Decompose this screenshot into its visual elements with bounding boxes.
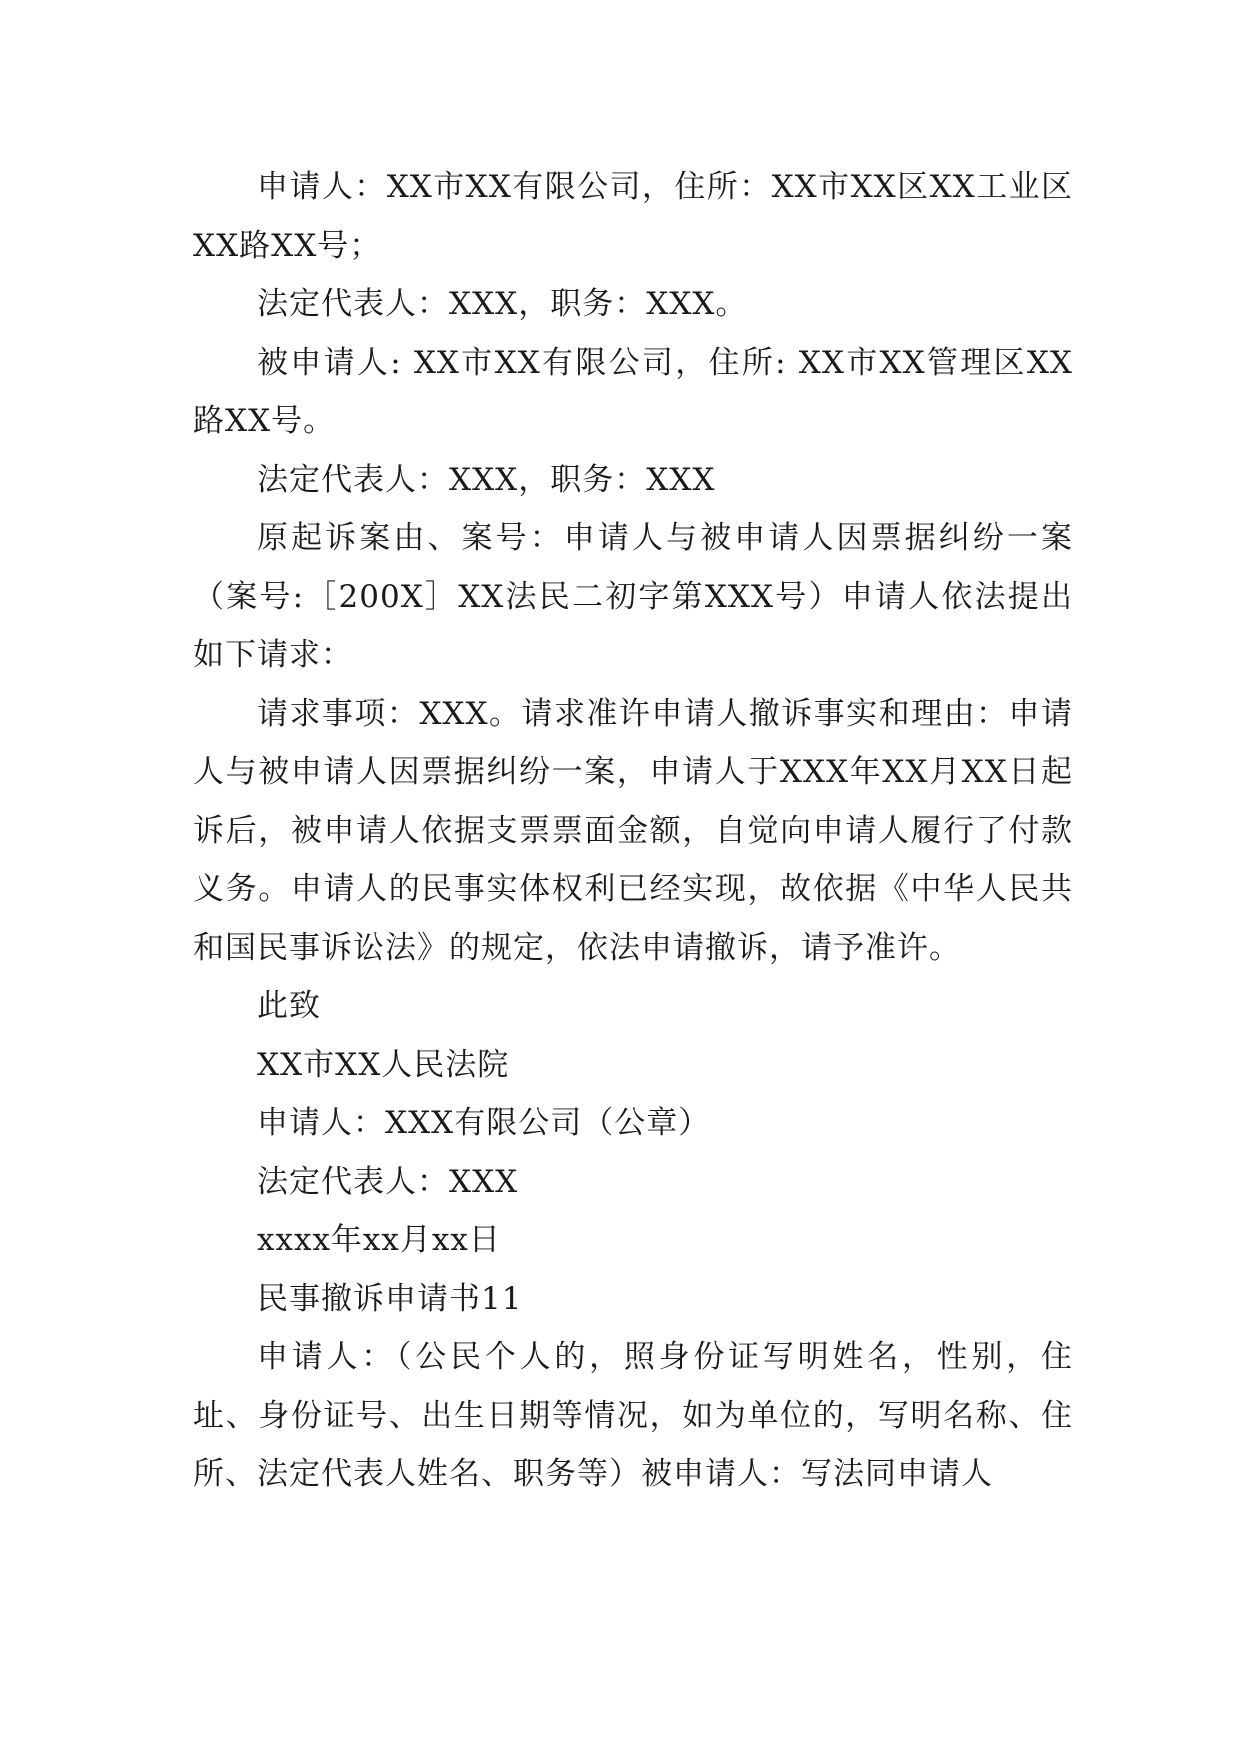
template-applicant-paragraph: 申请人：（公民个人的，照身份证写明姓名，性别，住址、身份证号、出生日期等情况，如为单位的，写明名称、住所、法定代表人姓名、职务等）被申请人：写法同申请人	[193, 1339, 1073, 1492]
respondent-representative-paragraph: 法定代表人：XXX，职务：XXX	[257, 461, 716, 498]
court-name-line: XX市XX人民法院	[257, 1046, 510, 1083]
section-title-line: 民事撤诉申请书11	[257, 1280, 523, 1317]
salutation-line: 此致	[257, 988, 321, 1024]
applicant-paragraph: 申请人：XX市XX有限公司，住所：XX市XX区XX工业区XX路XX号；	[193, 169, 1073, 264]
signature-representative-line: 法定代表人：XXX	[257, 1163, 519, 1200]
request-paragraph: 请求事项：XXX。请求准许申请人撤诉事实和理由：申请人与被申请人因票据纠纷一案，申请人于XXX年XX月XX日起诉后，被申请人依据支票票面金额，自觉向申请人履行了付款义务。申请人的民事实体权利已经实现，故依据《中华人民共和国民事诉讼法》的规定，依法申请撤诉，请予准许。	[193, 695, 1073, 966]
respondent-paragraph: 被申请人: XX市XX有限公司，住所: XX市XX管理区XX路XX号。	[193, 344, 1073, 439]
case-origin-paragraph: 原起诉案由、案号：申请人与被申请人因票据纠纷一案（案号:［200X］XX法民二初字第XXX号）申请人依法提出如下请求：	[193, 520, 1073, 673]
signature-applicant-line: 申请人：XXX有限公司（公章）	[257, 1105, 711, 1141]
document-body	[193, 158, 1073, 1504]
applicant-representative-paragraph: 法定代表人：XXX，职务：XXX。	[257, 286, 748, 322]
date-line: xxxx年xx月xx日	[257, 1222, 501, 1258]
